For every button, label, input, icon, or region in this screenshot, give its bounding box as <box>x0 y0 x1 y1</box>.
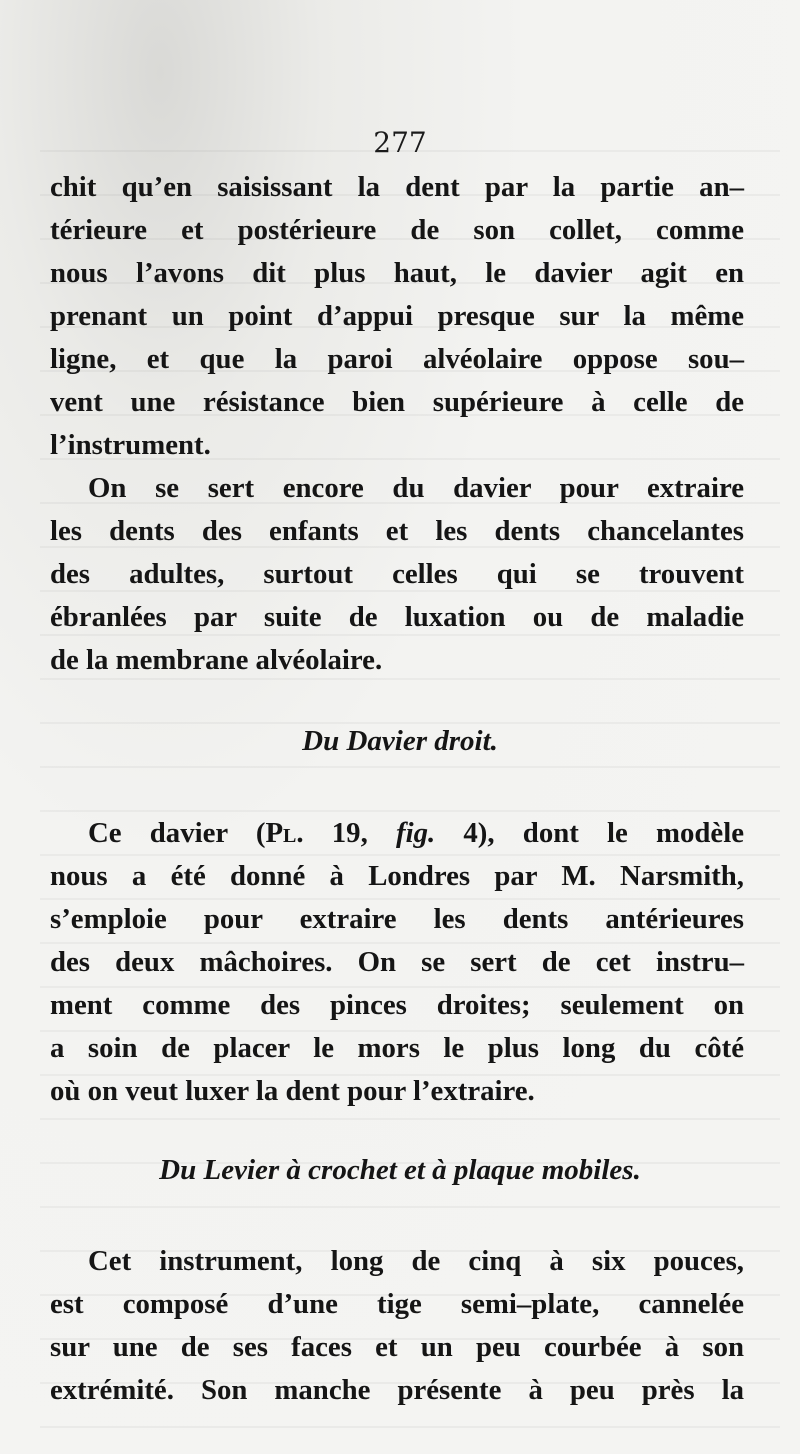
text-line: Cet instrument, long de cinq à six pouces, <box>88 1245 744 1277</box>
text-line: ment comme des pinces droites; seulement on <box>50 989 744 1021</box>
text-line: extrémité. Son manche présente à peu près la <box>50 1374 744 1406</box>
text-fragment: 19, <box>303 817 396 849</box>
text-line: On se sert encore du davier pour extraire <box>88 472 744 504</box>
text-line: des adultes, surtout celles qui se trouvent <box>50 558 744 590</box>
text-line: les dents des enfants et les dents chancelantes <box>50 515 744 547</box>
text-line: nous l’avons dit plus haut, le davier agit en <box>50 257 744 289</box>
text-fragment: 4), dont le modèle <box>435 817 744 849</box>
text-line: de la membrane alvéolaire. <box>50 644 383 676</box>
text-line <box>50 812 744 855</box>
section-heading-davier-droit: Du Davier droit. <box>302 725 498 757</box>
text-line: l’instrument. <box>50 429 211 461</box>
text-line: est composé d’une tige semi–plate, cannelée <box>50 1288 744 1320</box>
text-line: vent une résistance bien supérieure à celle de <box>50 386 744 418</box>
section-1-paragraph <box>50 812 744 1113</box>
text-line: prenant un point d’appui presque sur la même <box>50 300 744 332</box>
text-line: nous a été donné à Londres par M. Narsmith, <box>50 860 744 892</box>
text-line: des deux mâchoires. On se sert de cet instru– <box>50 946 744 978</box>
text-fragment: Ce davier ( <box>88 817 266 849</box>
text-line: sur une de ses faces et un peu courbée à son <box>50 1331 744 1363</box>
text-line: s’emploie pour extraire les dents antérieures <box>50 903 744 935</box>
paragraph-1 <box>50 166 744 467</box>
paragraph-2 <box>50 467 744 682</box>
page-number: 277 <box>373 126 427 159</box>
section-heading-levier: Du Levier à crochet et à plaque mobiles. <box>159 1154 641 1186</box>
text-line: ébranlées par suite de luxation ou de maladie <box>50 601 744 633</box>
text-line: ligne, et que la paroi alvéolaire oppose sou– <box>50 343 744 375</box>
text-line: chit qu’en saisissant la dent par la partie an– <box>50 171 744 203</box>
text-line: térieure et postérieure de son collet, comme <box>50 214 744 246</box>
section-2-paragraph <box>50 1240 744 1412</box>
plate-abbreviation: Pl. <box>265 817 304 849</box>
text-line: a soin de placer le mors le plus long du côté <box>50 1032 744 1064</box>
figure-abbreviation: fig. <box>396 817 436 849</box>
text-line: où on veut luxer la dent pour l’extraire. <box>50 1075 535 1107</box>
